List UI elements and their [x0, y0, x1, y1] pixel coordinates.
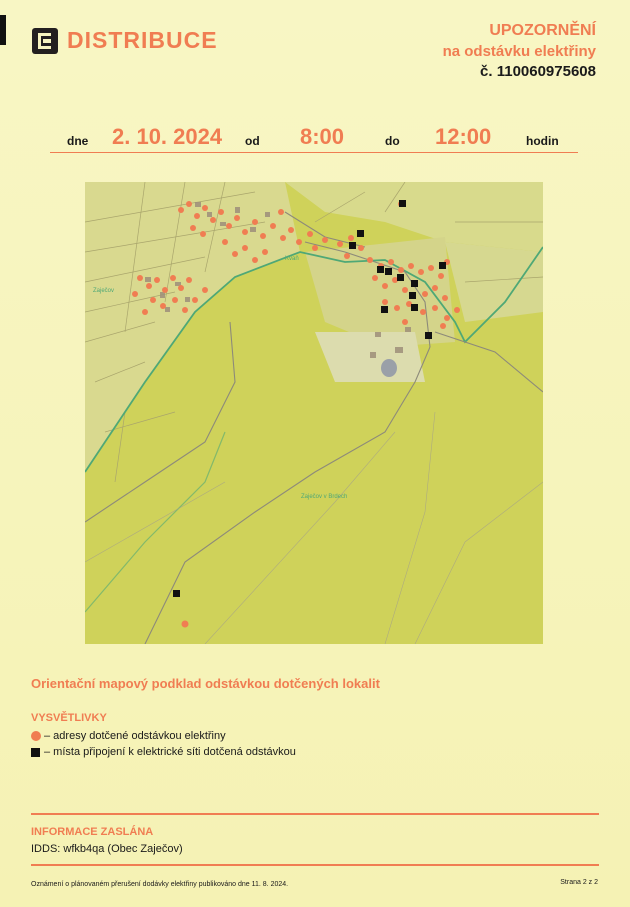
map-label-kvan: Kvaň: [285, 256, 299, 262]
legend-item-text: – adresy dotčené odstávkou elektřiny: [44, 730, 226, 742]
info-title: INFORMACE ZASLÁNA: [31, 826, 154, 838]
page-number: Strana 2 z 2: [560, 879, 598, 886]
cez-logo-icon: [32, 28, 58, 54]
notice-header: [443, 22, 596, 80]
legend-title: VYSVĚTLIVKY: [31, 712, 107, 724]
divider: [31, 864, 599, 866]
logo-text: DISTRIBUCE: [67, 27, 218, 53]
legend-item-connections: [31, 746, 296, 758]
orange-dot-icon: [31, 731, 41, 741]
legend-item-addresses: [31, 730, 226, 742]
notice-title: UPOZORNĚNÍ: [489, 22, 596, 39]
company-logo: [32, 27, 218, 54]
published-note: Oznámení o plánovaném přerušení dodávky elektřiny publikováno dne 11. 8. 2024.: [31, 881, 289, 888]
to-label: do: [385, 134, 400, 148]
day-label: dne: [67, 134, 89, 148]
map-label-zajecov: Zaječov: [93, 288, 115, 294]
map-caption: Orientační mapový podklad odstávkou dotčených lokalit: [31, 676, 380, 691]
map-canvas: [85, 182, 543, 644]
from-time: 8:00: [300, 124, 345, 149]
outage-date: 2. 10. 2024: [112, 124, 223, 149]
black-square-icon: [31, 748, 40, 757]
from-label: od: [245, 134, 260, 148]
outage-map: [85, 182, 543, 644]
to-time: 12:00: [435, 124, 492, 149]
notice-number: č. 110060975608: [480, 63, 596, 80]
legend-item-text: – místa připojení k elektrické síti dotčená odstávkou: [44, 746, 296, 758]
info-recipient: IDDS: wfkb4qa (Obec Zaječov): [31, 843, 183, 855]
notice-subtitle: na odstávku elektřiny: [442, 43, 596, 60]
outage-schedule: [50, 124, 578, 153]
binder-mark: [0, 15, 6, 45]
hours-label: hodin: [526, 134, 559, 148]
map-label-zajecov-brdy: Zaječov v Brdech: [301, 494, 348, 500]
divider: [31, 813, 599, 815]
